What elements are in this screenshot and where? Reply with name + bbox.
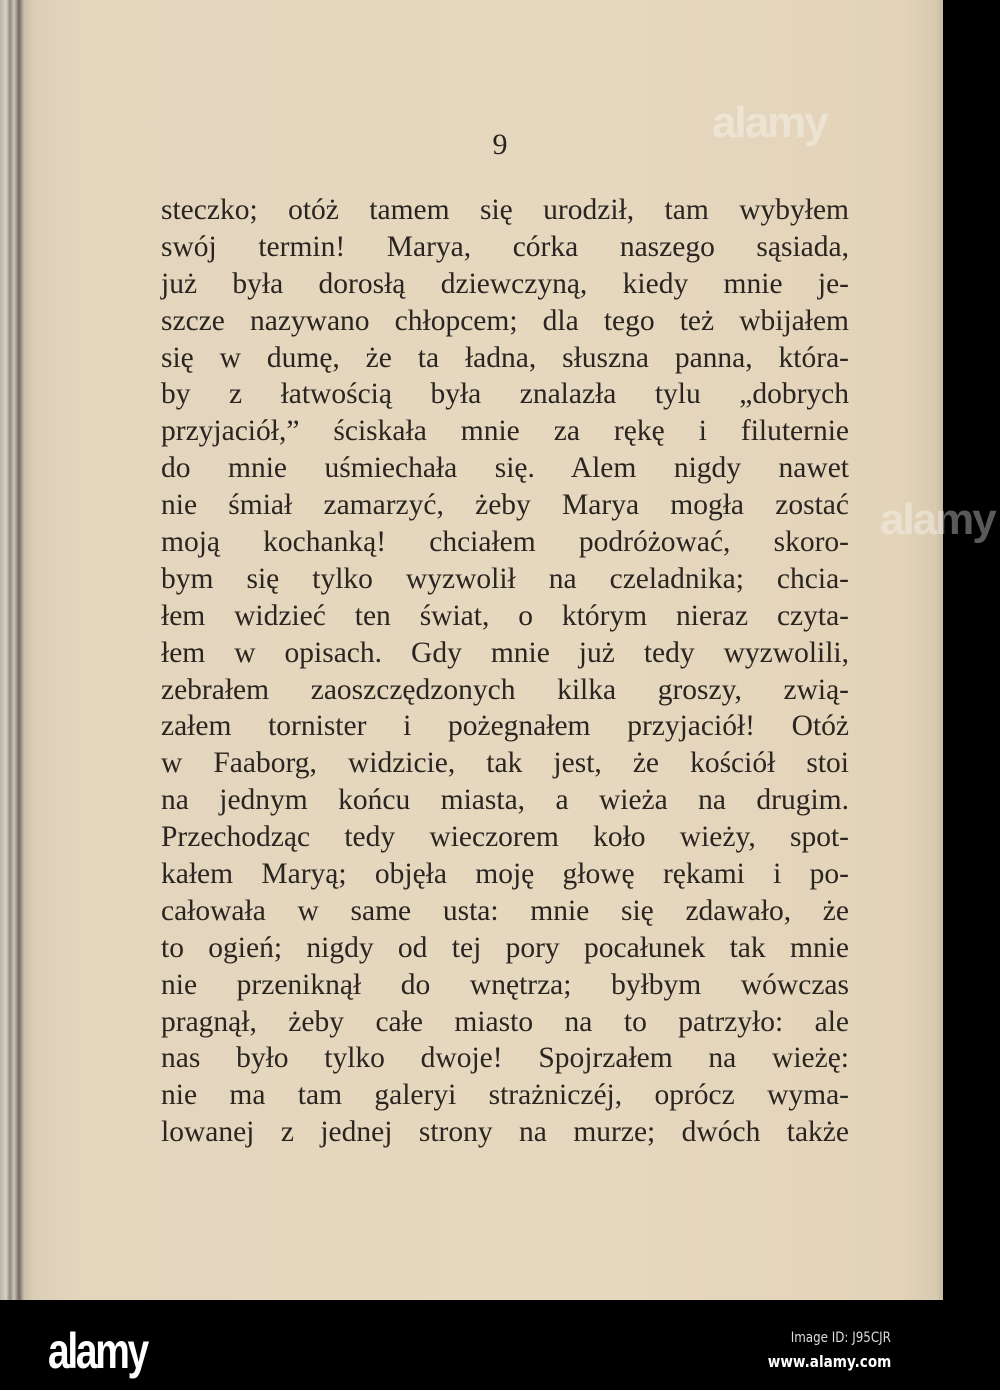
stock-banner bbox=[0, 1300, 943, 1390]
text-line: swój termin! Marya, córka naszego sąsiada, bbox=[161, 230, 849, 263]
text-line: kałem Maryą; objęła moję głowę rękami i po- bbox=[161, 858, 849, 891]
text-line: bym się tylko wyzwolił na czeladnika; chcia- bbox=[161, 562, 849, 595]
text-line: by z łatwością była znalazła tylu „dobrych bbox=[161, 378, 849, 411]
image-id: Image ID: J95CJR bbox=[790, 1330, 891, 1346]
text-line: nie przeniknął do wnętrza; byłbym wówczas bbox=[161, 968, 849, 1001]
text-line: na jednym końcu miasta, a wieża na drugim. bbox=[161, 784, 849, 817]
text-line: zebrałem zaoszczędzonych kilka groszy, zwią- bbox=[161, 673, 849, 706]
watermark: alamy bbox=[712, 98, 827, 147]
text-line: lowanej z jednej strony na murze; dwóch także bbox=[161, 1116, 849, 1149]
text-line: nie śmiał zamarzyć, żeby Marya mogła zostać bbox=[161, 489, 849, 522]
text-line: pragnął, żeby całe miasto na to patrzyło: ale bbox=[161, 1005, 849, 1038]
page-edge bbox=[935, 0, 943, 1300]
text-line: szcze nazywano chłopcem; dla tego też wbijałem bbox=[161, 304, 849, 337]
watermark: alamy bbox=[880, 495, 995, 544]
alamy-logo: alamy bbox=[48, 1323, 147, 1379]
text-line: steczko; otóż tamem się urodził, tam wybyłem bbox=[161, 194, 849, 226]
body-text bbox=[161, 192, 849, 1151]
text-line: nas było tylko dwoje! Spojrzałem na wieżę: bbox=[161, 1042, 849, 1075]
text-line: się w dumę, że ta ładna, słuszna panna, która- bbox=[161, 341, 849, 374]
text-line: to ogień; nigdy od tej pory pocałunek tak mnie bbox=[161, 931, 849, 964]
text-line: już była dorosłą dziewczyną, kiedy mnie je- bbox=[161, 267, 849, 300]
text-line: przyjaciół,” ściskała mnie za rękę i filuternie bbox=[161, 415, 849, 448]
text-line: łem widzieć ten świat, o którym nieraz czyta- bbox=[161, 599, 849, 632]
text-line: łem w opisach. Gdy mnie już tedy wyzwolili, bbox=[161, 636, 849, 669]
text-line: moją kochanką! chciałem podróżować, skoro- bbox=[161, 526, 849, 559]
page-number: 9 bbox=[492, 128, 508, 161]
text-line: w Faaborg, widzicie, tak jest, że kościół stoi bbox=[161, 747, 849, 780]
text-line: do mnie uśmiechała się. Alem nigdy nawet bbox=[161, 452, 849, 485]
text-line: nie ma tam galeryi strażniczéj, oprócz wyma- bbox=[161, 1079, 849, 1112]
text-line: całowała w same usta: mnie się zdawało, że bbox=[161, 894, 849, 927]
site-url: www.alamy.com bbox=[767, 1352, 891, 1371]
text-line: Przechodząc tedy wieczorem koło wieży, spot- bbox=[161, 821, 849, 854]
text-line: załem tornister i pożegnałem przyjaciół! Otóż bbox=[161, 710, 849, 743]
